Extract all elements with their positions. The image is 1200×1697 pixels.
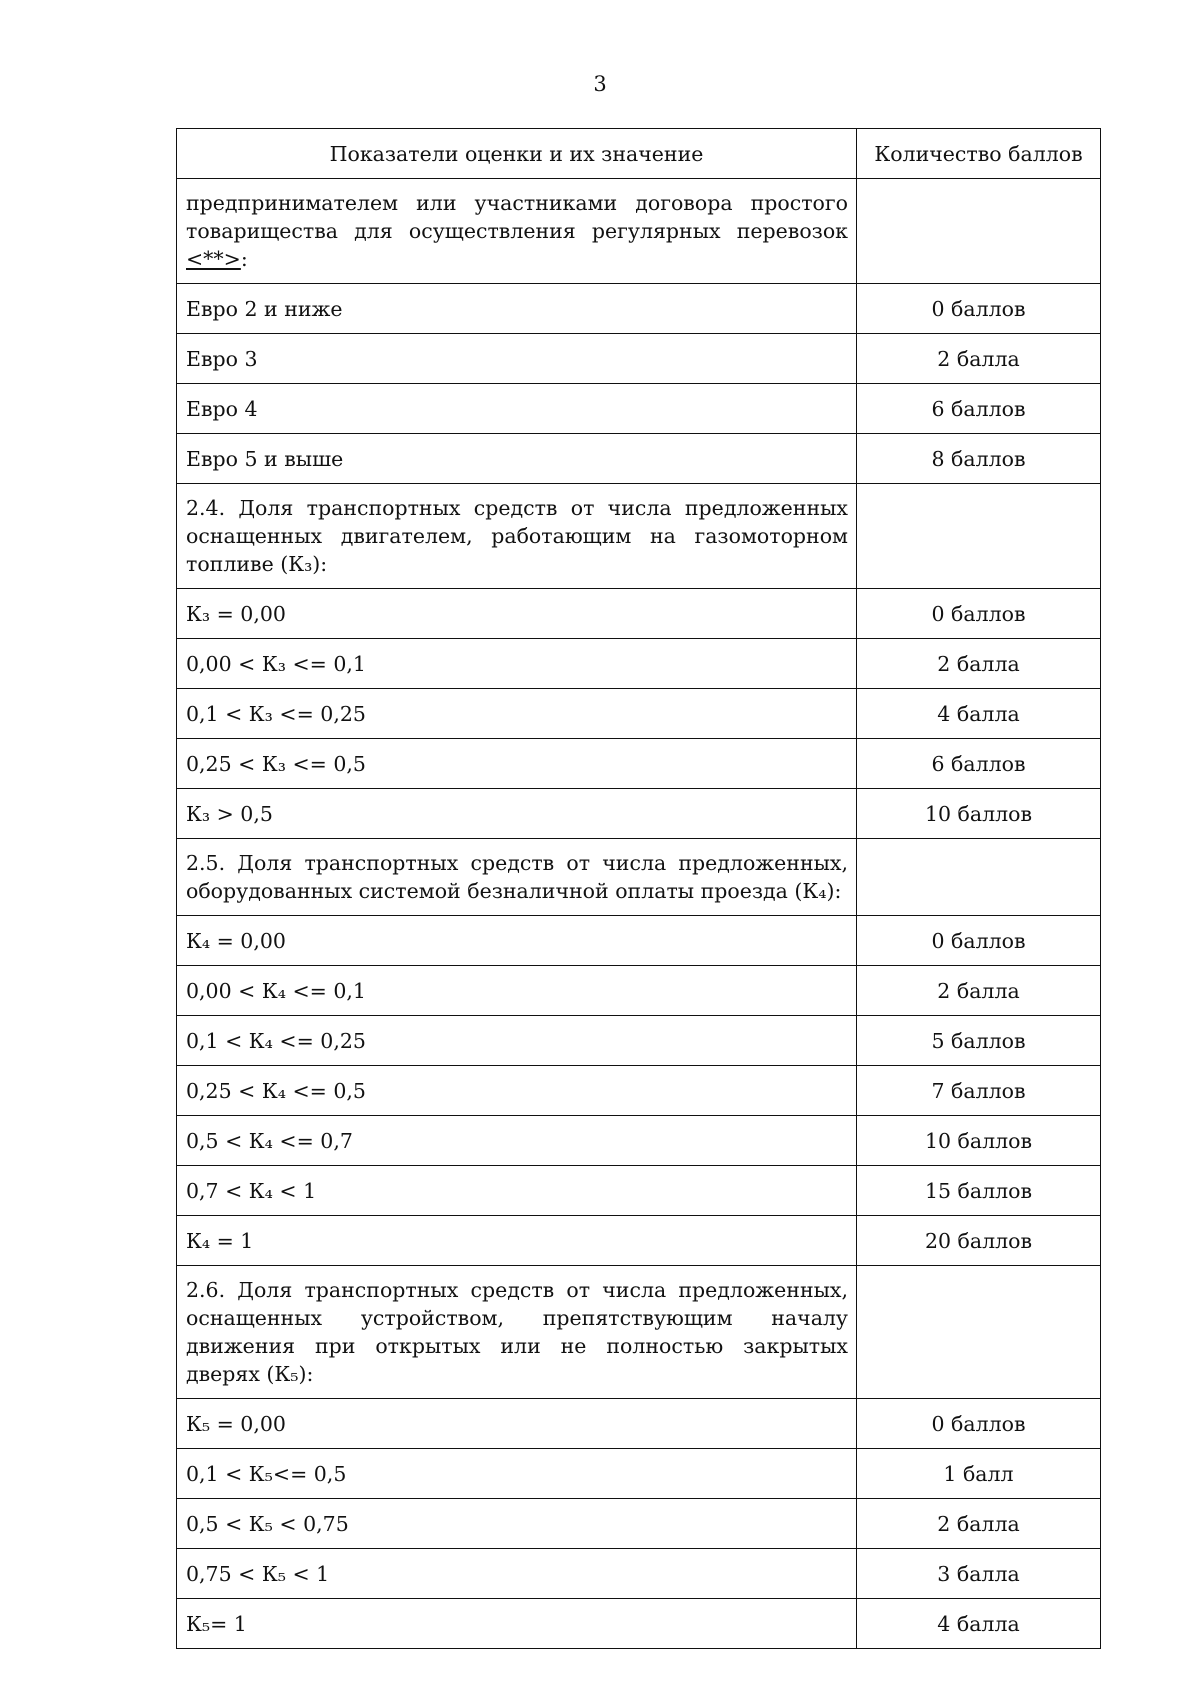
indicator-cell: Евро 5 и выше — [177, 434, 857, 484]
table-row-section — [177, 484, 1101, 589]
points-cell: 0 баллов — [857, 916, 1101, 966]
points-cell: 6 баллов — [857, 739, 1101, 789]
indicator-cell: 0,25 < К₄ <= 0,5 — [177, 1066, 857, 1116]
indicator-cell: 0,1 < К₃ <= 0,25 — [177, 689, 857, 739]
indicator-cell: К₅ = 0,00 — [177, 1399, 857, 1449]
table-row — [177, 1216, 1101, 1266]
table-row — [177, 1016, 1101, 1066]
indicator-cell: 0,5 < К₅ < 0,75 — [177, 1499, 857, 1549]
indicator-cell: К₅= 1 — [177, 1599, 857, 1649]
column-header-indicator: Показатели оценки и их значение — [177, 129, 857, 179]
table-row — [177, 334, 1101, 384]
table-row — [177, 1549, 1101, 1599]
points-cell: 10 баллов — [857, 1116, 1101, 1166]
indicator-cell: 0,25 < К₃ <= 0,5 — [177, 739, 857, 789]
indicator-cell: Евро 4 — [177, 384, 857, 434]
table-row — [177, 1166, 1101, 1216]
table-row — [177, 1599, 1101, 1649]
points-cell: 2 балла — [857, 639, 1101, 689]
page-number: 3 — [593, 72, 607, 96]
points-cell: 0 баллов — [857, 589, 1101, 639]
points-cell: 15 баллов — [857, 1166, 1101, 1216]
indicator-cell: 0,1 < К₅<= 0,5 — [177, 1449, 857, 1499]
indicator-cell: К₄ = 0,00 — [177, 916, 857, 966]
indicator-cell: Евро 3 — [177, 334, 857, 384]
points-cell: 2 балла — [857, 1499, 1101, 1549]
table-row — [177, 1116, 1101, 1166]
indicator-cell: 0,75 < К₅ < 1 — [177, 1549, 857, 1599]
table-row — [177, 1449, 1101, 1499]
table-row — [177, 284, 1101, 334]
table-row — [177, 739, 1101, 789]
indicator-cell: 0,5 < К₄ <= 0,7 — [177, 1116, 857, 1166]
table-row — [177, 1499, 1101, 1549]
points-cell: 1 балл — [857, 1449, 1101, 1499]
scoring-table — [176, 128, 1101, 1649]
points-cell: 0 баллов — [857, 284, 1101, 334]
table-row — [177, 384, 1101, 434]
indicator-cell: 0,00 < К₄ <= 0,1 — [177, 966, 857, 1016]
points-cell: 6 баллов — [857, 384, 1101, 434]
footnote-reference-link[interactable]: <**> — [186, 247, 241, 271]
table-row-section — [177, 179, 1101, 284]
table-row — [177, 689, 1101, 739]
table-row-section — [177, 1266, 1101, 1399]
indicator-cell: Евро 2 и ниже — [177, 284, 857, 334]
table-row — [177, 916, 1101, 966]
table-row — [177, 434, 1101, 484]
points-cell: 2 балла — [857, 334, 1101, 384]
points-cell: 8 баллов — [857, 434, 1101, 484]
points-cell: 4 балла — [857, 689, 1101, 739]
table-row — [177, 789, 1101, 839]
points-cell: 2 балла — [857, 966, 1101, 1016]
table-row — [177, 1066, 1101, 1116]
table-row — [177, 589, 1101, 639]
indicator-cell: К₃ = 0,00 — [177, 589, 857, 639]
table-row-section — [177, 839, 1101, 916]
indicator-cell: 0,00 < К₃ <= 0,1 — [177, 639, 857, 689]
points-cell: 0 баллов — [857, 1399, 1101, 1449]
points-cell: 4 балла — [857, 1599, 1101, 1649]
points-cell: 20 баллов — [857, 1216, 1101, 1266]
table-row — [177, 639, 1101, 689]
section-text: 2.5. Доля транспортных средств от числа предложенных, оборудованных системой безналичной оплаты проезда (К₄): — [177, 839, 857, 916]
points-cell: 3 балла — [857, 1549, 1101, 1599]
indicator-cell: К₄ = 1 — [177, 1216, 857, 1266]
table-row — [177, 966, 1101, 1016]
section-text: предпринимателем или участниками договора простого товарищества для осуществления регулярных перевозок <**>: — [177, 179, 857, 284]
section-text: 2.4. Доля транспортных средств от числа предложенных оснащенных двигателем, работающим на газомоторном топливе (К₃): — [177, 484, 857, 589]
table-header-row — [177, 129, 1101, 179]
indicator-cell: К₃ > 0,5 — [177, 789, 857, 839]
section-text: 2.6. Доля транспортных средств от числа предложенных, оснащенных устройством, препятствующим началу движения при открытых или не полностью закрытых дверях (К₅): — [177, 1266, 857, 1399]
points-cell-empty — [857, 484, 1101, 589]
column-header-points: Количество баллов — [857, 129, 1101, 179]
indicator-cell: 0,7 < К₄ < 1 — [177, 1166, 857, 1216]
points-cell-empty — [857, 1266, 1101, 1399]
points-cell-empty — [857, 839, 1101, 916]
points-cell: 7 баллов — [857, 1066, 1101, 1116]
indicator-cell: 0,1 < К₄ <= 0,25 — [177, 1016, 857, 1066]
points-cell: 10 баллов — [857, 789, 1101, 839]
points-cell: 5 баллов — [857, 1016, 1101, 1066]
points-cell-empty — [857, 179, 1101, 284]
table-row — [177, 1399, 1101, 1449]
